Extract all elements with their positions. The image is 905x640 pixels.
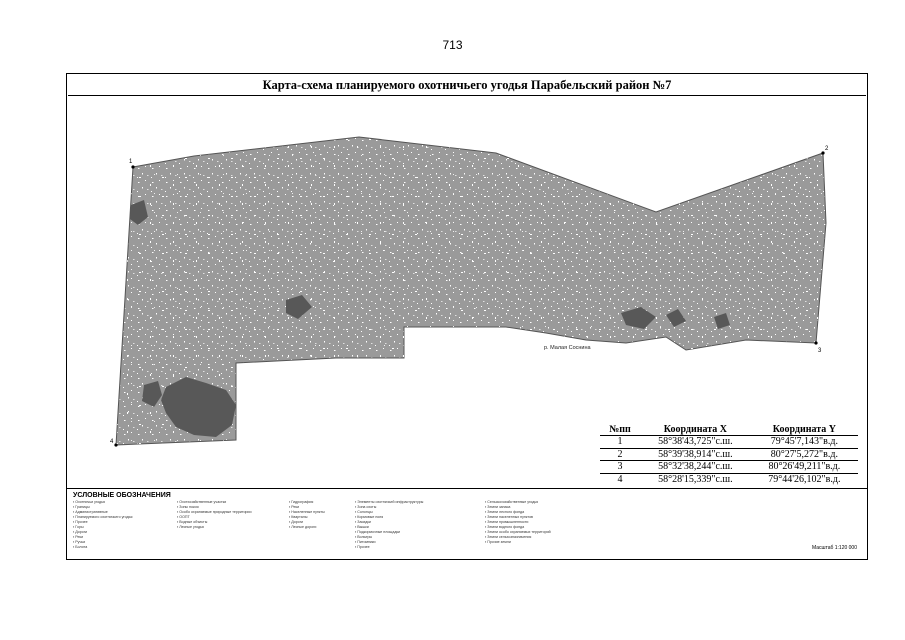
legend-item: ▪ Дороги — [289, 520, 304, 524]
row-number: 2 — [600, 448, 640, 461]
legend-item: ▪ Водные объекты — [177, 520, 208, 524]
map-legend — [67, 488, 867, 560]
legend-item: ▪ Дороги — [73, 530, 88, 534]
coordinate-x: 58°32'38,244"с.ш. — [640, 461, 751, 474]
legend-item: ▪ Границы — [73, 505, 90, 509]
map-title: Карта-схема планируемого охотничьего угодья Парабельский район №7 — [68, 75, 866, 96]
legend-item: ▪ Планируемого охотничьего угодья — [73, 515, 133, 519]
row-number: 1 — [600, 436, 640, 449]
legend-item: ▪ Вольеры — [355, 535, 373, 539]
column-header-number: №пп — [600, 423, 640, 436]
legend-item: ▪ Лесные дороги — [289, 525, 317, 529]
coordinate-table-header — [600, 423, 858, 436]
legend-item: ▪ Питомники — [355, 540, 376, 544]
legend-item: ▪ Прочие земли — [485, 540, 511, 544]
legend-item: ▪ Земли промышленности — [485, 520, 529, 524]
legend-item: ▪ Ручьи — [73, 540, 86, 544]
coordinate-y: 80°26'49,211"в.д. — [751, 461, 858, 474]
legend-title: УСЛОВНЫЕ ОБОЗНАЧЕНИЯ — [73, 492, 171, 499]
vertex-label: 3 — [818, 348, 822, 354]
legend-item: ▪ Горы — [73, 525, 84, 529]
table-row — [600, 436, 858, 449]
legend-column-3 — [289, 500, 351, 530]
legend-item: ▪ Земли особо охраняемых территорий — [485, 530, 551, 534]
table-row — [600, 461, 858, 474]
legend-item: ▪ Земли сельхозназначения — [485, 535, 532, 539]
legend-column-5 — [485, 500, 785, 545]
legend-item: ▪ Особо охраняемые природные территории — [177, 510, 252, 514]
legend-item: ▪ Зоны покоя — [177, 505, 199, 509]
legend-item: ▪ Сельскохозяйственные угодья — [485, 500, 539, 504]
boundary-vertex — [814, 341, 817, 344]
table-row — [600, 448, 858, 461]
legend-column-4 — [355, 500, 481, 550]
legend-item: ▪ Реки — [73, 535, 84, 539]
legend-item: ▪ Гидрография — [289, 500, 314, 504]
coordinate-table — [600, 423, 858, 485]
coordinate-y: 80°27'5,272"в.д. — [751, 448, 858, 461]
legend-column-1 — [73, 500, 173, 550]
legend-item: ▪ Административные — [73, 510, 108, 514]
legend-item: ▪ Реки — [289, 505, 300, 509]
vertex-label: 2 — [825, 146, 829, 152]
vertex-label: 1 — [129, 159, 133, 165]
legend-item: ▪ Подкормочные площадки — [355, 530, 401, 534]
column-header-y: Координата Y — [751, 423, 858, 436]
legend-item: ▪ Земли запаса — [485, 505, 511, 509]
row-number: 4 — [600, 473, 640, 485]
legend-item: ▪ Прочее — [73, 520, 88, 524]
river-label: р. Малая Соснина — [544, 345, 591, 351]
coordinate-x: 58°28'15,339"с.ш. — [640, 473, 751, 485]
column-header-x: Координата X — [640, 423, 751, 436]
coordinate-x: 58°39'38,914"с.ш. — [640, 448, 751, 461]
legend-item: ▪ ООПТ — [177, 515, 190, 519]
legend-item: ▪ Охотхозяйственные участки — [177, 500, 227, 504]
legend-item: ▪ Населенные пункты — [289, 510, 325, 514]
scale-label: Масштаб 1:120 000 — [811, 545, 857, 551]
coordinate-x: 58°38'43,725"с.ш. — [640, 436, 751, 449]
coordinate-y: 79°44'26,102"в.д. — [751, 473, 858, 485]
legend-item: ▪ Кварталы — [289, 515, 308, 519]
legend-item: ▪ Прочее — [355, 545, 370, 549]
legend-item: ▪ Болота — [73, 545, 88, 549]
legend-item: ▪ Земли лесного фонда — [485, 510, 525, 514]
legend-item: ▪ Земли населенных пунктов — [485, 515, 533, 519]
legend-item: ▪ Земли водного фонда — [485, 525, 525, 529]
boundary-vertex — [131, 165, 134, 168]
row-number: 3 — [600, 461, 640, 474]
vertex-label: 4 — [110, 439, 114, 445]
legend-item: ▪ Зона охоты — [355, 505, 377, 509]
legend-item: ▪ Вышки — [355, 525, 369, 529]
legend-item: ▪ Элементы охотничьей инфраструктуры — [355, 500, 424, 504]
legend-column-2 — [177, 500, 287, 530]
legend-item: ▪ Лесные угодья — [177, 525, 204, 529]
table-row — [600, 473, 858, 485]
legend-item: ▪ Солонцы — [355, 510, 373, 514]
coordinate-y: 79°45'7,143"в.д. — [751, 436, 858, 449]
legend-item: ▪ Засидки — [355, 520, 371, 524]
page-number: 713 — [442, 38, 463, 52]
boundary-vertex — [114, 443, 117, 446]
legend-item: ▪ Кормовые поля — [355, 515, 384, 519]
legend-item: ▪ Охотничьи угодья — [73, 500, 105, 504]
